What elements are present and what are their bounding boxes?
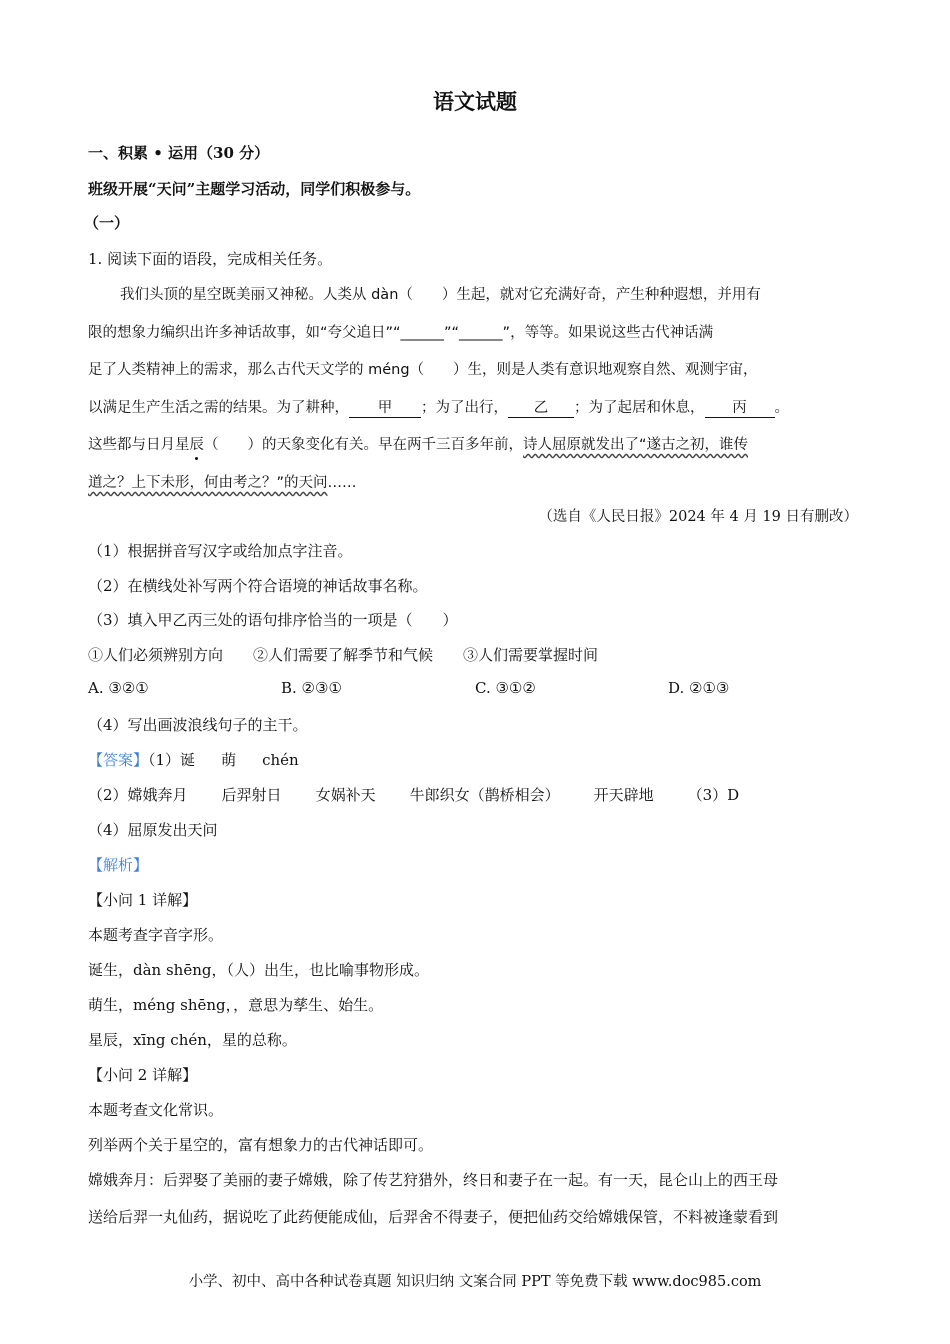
page-footer: 小学、初中、高中各种试卷真题 知识归纳 文案合同 PPT 等免费下载 www.doc985.com <box>188 1274 762 1290</box>
answer-2-item-5: 开天辟地 <box>593 786 654 804</box>
dotted-character: 辰 <box>190 433 205 454</box>
reading-passage <box>88 283 860 493</box>
passage-line-5-b: （ ）的天象变化有关。早在两千三百多年前， <box>204 437 523 453</box>
task-2: （2）在横线处补写两个符合语境的神话故事名称。 <box>88 577 428 595</box>
passage-line-4-a: 以满足生产生活之需的结果。为了耕种， <box>88 400 349 416</box>
passage-line-2: 限的想象力编织出许多神话故事，如“夸父追日”“______”“______”，等等。如果说这些古代神话满 <box>88 325 714 341</box>
page-title: 语文试题 <box>433 89 517 114</box>
answer-1-char-2: 萌 <box>221 751 237 769</box>
answer-2-item-1: （2）嫦娥奔月 <box>88 786 188 804</box>
passage-line-3: 足了人类精神上的需求，那么古代天文学的 méng（ ）生，则是人类有意识地观察自然、观测宇宙， <box>88 362 758 378</box>
option-c: C. ③①② <box>475 679 536 697</box>
answer-1-pinyin: chén <box>262 751 299 769</box>
option-a: A. ③②① <box>88 679 149 697</box>
passage-source: （选自《人民日报》2024 年 4 月 19 日有删改） <box>538 509 858 525</box>
task-4: （4）写出画波浪线句子的主干。 <box>88 716 308 734</box>
analysis-tag: 【解析】 <box>88 856 149 874</box>
task-3: （3）填入甲乙丙三处的语句排序恰当的一项是（ ） <box>88 611 458 629</box>
passage-line-6 <box>88 471 357 492</box>
answer-2-item-3: 女娲补天 <box>315 786 376 804</box>
task-1: （1）根据拼音写汉字或给加点字注音。 <box>88 542 353 560</box>
answer-4: （4）屈原发出天问 <box>88 821 218 839</box>
analysis-text-5: 本题考查文化常识。 <box>88 1101 224 1119</box>
activity-intro: 班级开展“天问”主题学习活动，同学们积极参与。 <box>88 180 421 198</box>
passage-line-5 <box>88 433 748 454</box>
item-1: ①人们必须辨别方向 <box>88 646 224 664</box>
item-2: ②人们需要了解季节和气候 <box>253 646 434 664</box>
detail-heading-2: 【小问 2 详解】 <box>88 1066 198 1084</box>
answer-tag: 【答案】 <box>88 751 149 769</box>
passage-line-5-a: 这些都与日月星 <box>88 437 190 453</box>
wavy-underlined-sentence-start: 诗人屈原就发出了“遂古之初，谁传 <box>523 437 749 453</box>
answer-1-char-1: （1）诞 <box>148 751 196 769</box>
analysis-text-7: 嫦娥奔月：后羿娶了美丽的妻子嫦娥，除了传艺狩猎外，终日和妻子在一起。有一天，昆仑山上的西王母 <box>88 1171 779 1189</box>
option-b: B. ②③① <box>281 679 342 697</box>
analysis-text-8: 送给后羿一丸仙药，据说吃了此药便能成仙，后羿舍不得妻子，便把仙药交给嫦娥保管，不料被逢蒙看到 <box>88 1208 779 1226</box>
analysis-text-2: 诞生，dàn shēng，（人）出生，也比喻事物形成。 <box>88 961 429 979</box>
passage-line-4-b: ；为了出行， <box>421 400 508 416</box>
part-label: （一） <box>84 214 130 232</box>
answer-3: （3）D <box>687 786 740 804</box>
analysis-text-3: 萌生，méng shēng，，意思为孳生、始生。 <box>88 996 384 1014</box>
answer-line-2 <box>88 784 739 805</box>
passage-line-4-d: 。 <box>774 400 789 416</box>
blank-bing: 丙 <box>705 396 775 418</box>
analysis-text-6: 列举两个关于星空的，富有想象力的古代神话即可。 <box>88 1136 434 1154</box>
answer-line-1 <box>88 749 299 770</box>
wavy-underlined-sentence-end: 道之？上下未形，何由考之？”的天问 <box>88 475 328 491</box>
passage-line-4 <box>88 396 789 418</box>
blank-jia: 甲 <box>349 396 421 418</box>
analysis-text-1: 本题考查字音字形。 <box>88 926 224 944</box>
passage-line-6-b: …… <box>327 475 357 491</box>
passage-line-4-c: ；为了起居和休息， <box>574 400 705 416</box>
question-1-prompt: 1. 阅读下面的语段，完成相关任务。 <box>88 250 333 268</box>
answer-2-item-2: 后羿射日 <box>221 786 282 804</box>
item-3: ③人们需要掌握时间 <box>463 646 599 664</box>
section-heading: 一、积累 • 运用（30 分） <box>88 144 270 162</box>
blank-yi: 乙 <box>508 396 574 418</box>
option-d: D. ②①③ <box>668 679 730 697</box>
sentence-items <box>88 644 598 665</box>
passage-line-1: 我们头顶的星空既美丽又神秘。人类从 dàn（ ）生起，就对它充满好奇，产生种种遐想，并用有 <box>120 287 761 303</box>
analysis-text-4: 星辰，xīng chén，星的总称。 <box>88 1031 297 1049</box>
detail-heading-1: 【小问 1 详解】 <box>88 891 198 909</box>
answer-2-item-4: 牛郎织女（鹊桥相会） <box>409 786 560 804</box>
